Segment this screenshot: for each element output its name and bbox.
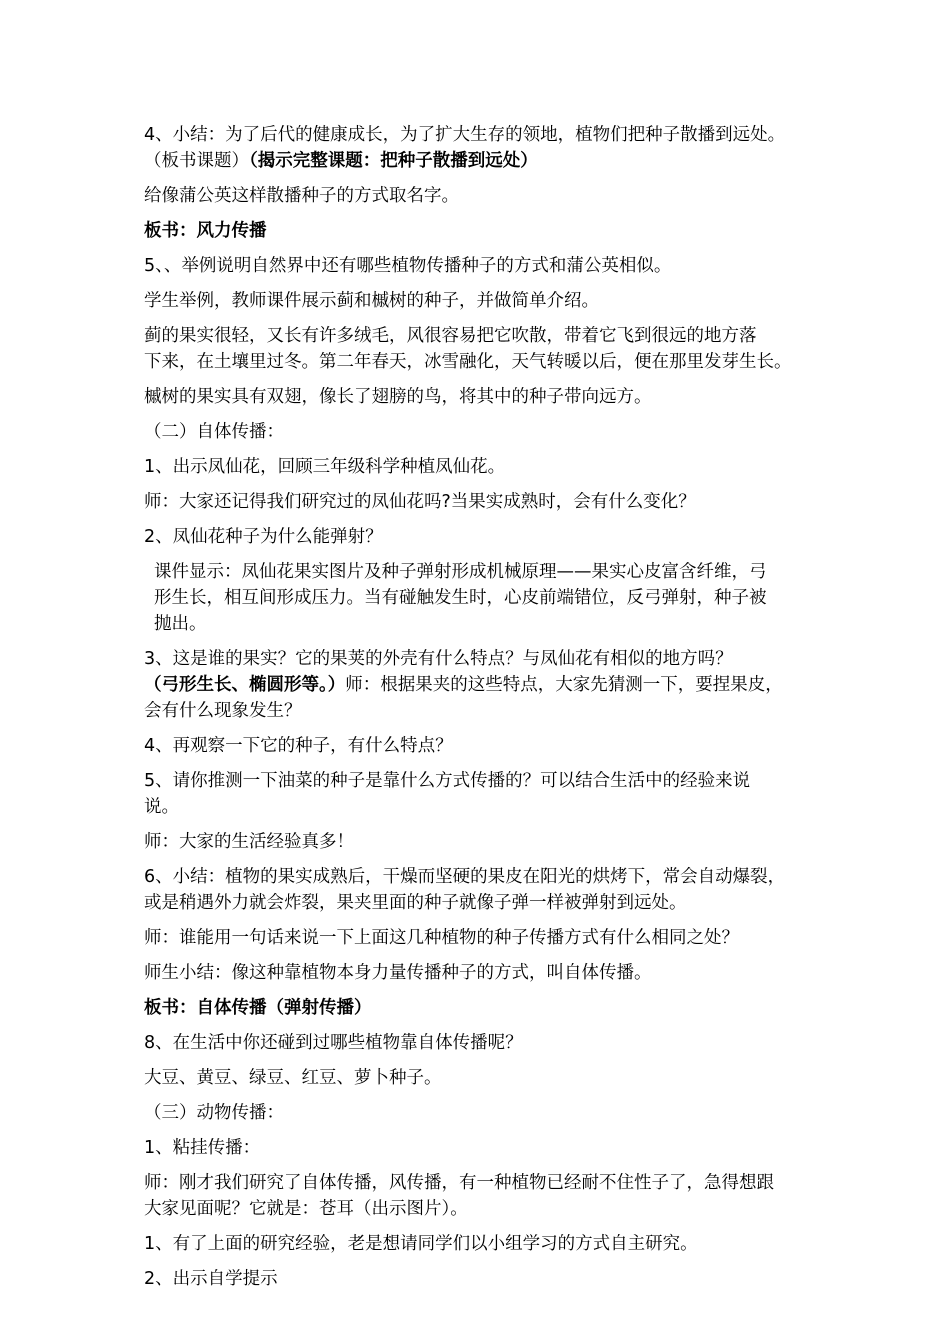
courseware-paragraph xyxy=(144,559,810,637)
pod-features-answer: （弓形生长、椭圆形等。） xyxy=(144,675,346,695)
item-6-paragraph xyxy=(144,864,810,916)
cocklebur-paragraph xyxy=(144,1170,810,1222)
item-3-line-3: 会有什么现象发生？ xyxy=(144,701,302,721)
item-2-self-study: 2、出示自学提示 xyxy=(144,1269,278,1289)
item-3-line-2 xyxy=(144,672,810,698)
thistle-paragraph xyxy=(144,323,810,375)
maple-paragraph: 槭树的果实具有双翅，像长了翅膀的鸟，将其中的种子带向远方。 xyxy=(144,387,652,407)
section-self-dispersal: （二）自体传播： xyxy=(144,422,284,442)
item-1-attachment: 1、粘挂传播： xyxy=(144,1138,261,1158)
item-3-line-1: 3、这是谁的果实？它的果荚的外壳有什么特点？与凤仙花有相似的地方吗？ xyxy=(144,649,733,669)
board-self-dispersal: 板书：自体传播（弹射传播） xyxy=(144,998,372,1018)
item-4-seeds: 4、再观察一下它的种子，有什么特点？ xyxy=(144,736,453,756)
item-5-line-2: 说。 xyxy=(144,797,179,817)
item-3-paragraph xyxy=(144,646,810,724)
full-title-reveal: （揭示完整课题：把种子散播到远处） xyxy=(249,151,538,171)
joint-summary: 师生小结：像这种靠植物本身力量传播种子的方式，叫自体传播。 xyxy=(144,963,652,983)
thistle-line-2: 下来，在土壤里过冬。第二年春天，冰雪融化，天气转暖以后，便在那里发芽生长。 xyxy=(144,352,792,372)
naming-prompt: 给像蒲公英这样散播种子的方式取名字。 xyxy=(144,186,459,206)
item-5-examples: 5、、举例说明自然界中还有哪些植物传播种子的方式和蒲公英相似。 xyxy=(144,256,672,276)
board-title-note: （板书课题） xyxy=(144,151,249,171)
item-5-line-1: 5、请你推测一下油菜的种子是靠什么方式传播的？可以结合生活中的经验来说 xyxy=(144,771,751,791)
item-1-group-study: 1、有了上面的研究经验，老是想请同学们以小组学习的方式自主研究。 xyxy=(144,1234,698,1254)
courseware-line-3: 抛出。 xyxy=(154,614,207,634)
item-1-impatiens: 1、出示凤仙花，回顾三年级科学种植凤仙花。 xyxy=(144,457,506,477)
board-title-line xyxy=(144,148,810,174)
thistle-line-1: 蓟的果实很轻，又长有许多绒毛，风很容易把它吹散，带着它飞到很远的地方落 xyxy=(144,326,757,346)
teacher-guess-prompt: 师：根据果夹的这些特点，大家先猜测一下，要捏果皮， xyxy=(345,675,783,695)
item-6-line-2: 或是稍遇外力就会炸裂，果夹里面的种子就像子弹一样被弹射到远处。 xyxy=(144,893,687,913)
beans-answer: 大豆、黄豆、绿豆、红豆、萝卜种子。 xyxy=(144,1068,442,1088)
item-5-paragraph xyxy=(144,768,810,820)
item-6-line-1: 6、小结：植物的果实成熟后，干燥而坚硬的果皮在阳光的烘烤下，常会自动爆裂， xyxy=(144,867,786,887)
cocklebur-line-1: 师：刚才我们研究了自体传播，风传播，有一种植物已经耐不住性子了，急得想跟 xyxy=(144,1173,774,1193)
teacher-praise: 师：大家的生活经验真多！ xyxy=(144,832,354,852)
teacher-question-2: 师：谁能用一句话来说一下上面这几种植物的种子传播方式有什么相同之处？ xyxy=(144,928,739,948)
cocklebur-line-2: 大家见面呢？它就是：苍耳（出示图片）。 xyxy=(144,1199,468,1219)
section-animal-dispersal: （三）动物传播： xyxy=(144,1103,284,1123)
teacher-question-1: 师：大家还记得我们研究过的凤仙花吗?当果实成熟时，会有什么变化？ xyxy=(144,492,696,512)
summary-line-4: 4、小结：为了后代的健康成长，为了扩大生存的领地，植物们把种子散播到远处。 xyxy=(144,125,786,145)
item-2-ejection: 2、凤仙花种子为什么能弹射？ xyxy=(144,527,383,547)
board-wind-dispersal: 板书：风力传播 xyxy=(144,221,267,241)
item-8-question: 8、在生活中你还碰到过哪些植物靠自体传播呢？ xyxy=(144,1033,523,1053)
courseware-line-1: 课件显示：凤仙花果实图片及种子弹射形成机械原理——果实心皮富含纤维，弓 xyxy=(154,562,767,582)
courseware-line-2: 形生长，相互间形成压力。当有碰触发生时，心皮前端错位，反弓弹射，种子被 xyxy=(154,588,767,608)
student-examples: 学生举例，教师课件展示蓟和槭树的种子，并做简单介绍。 xyxy=(144,291,599,311)
